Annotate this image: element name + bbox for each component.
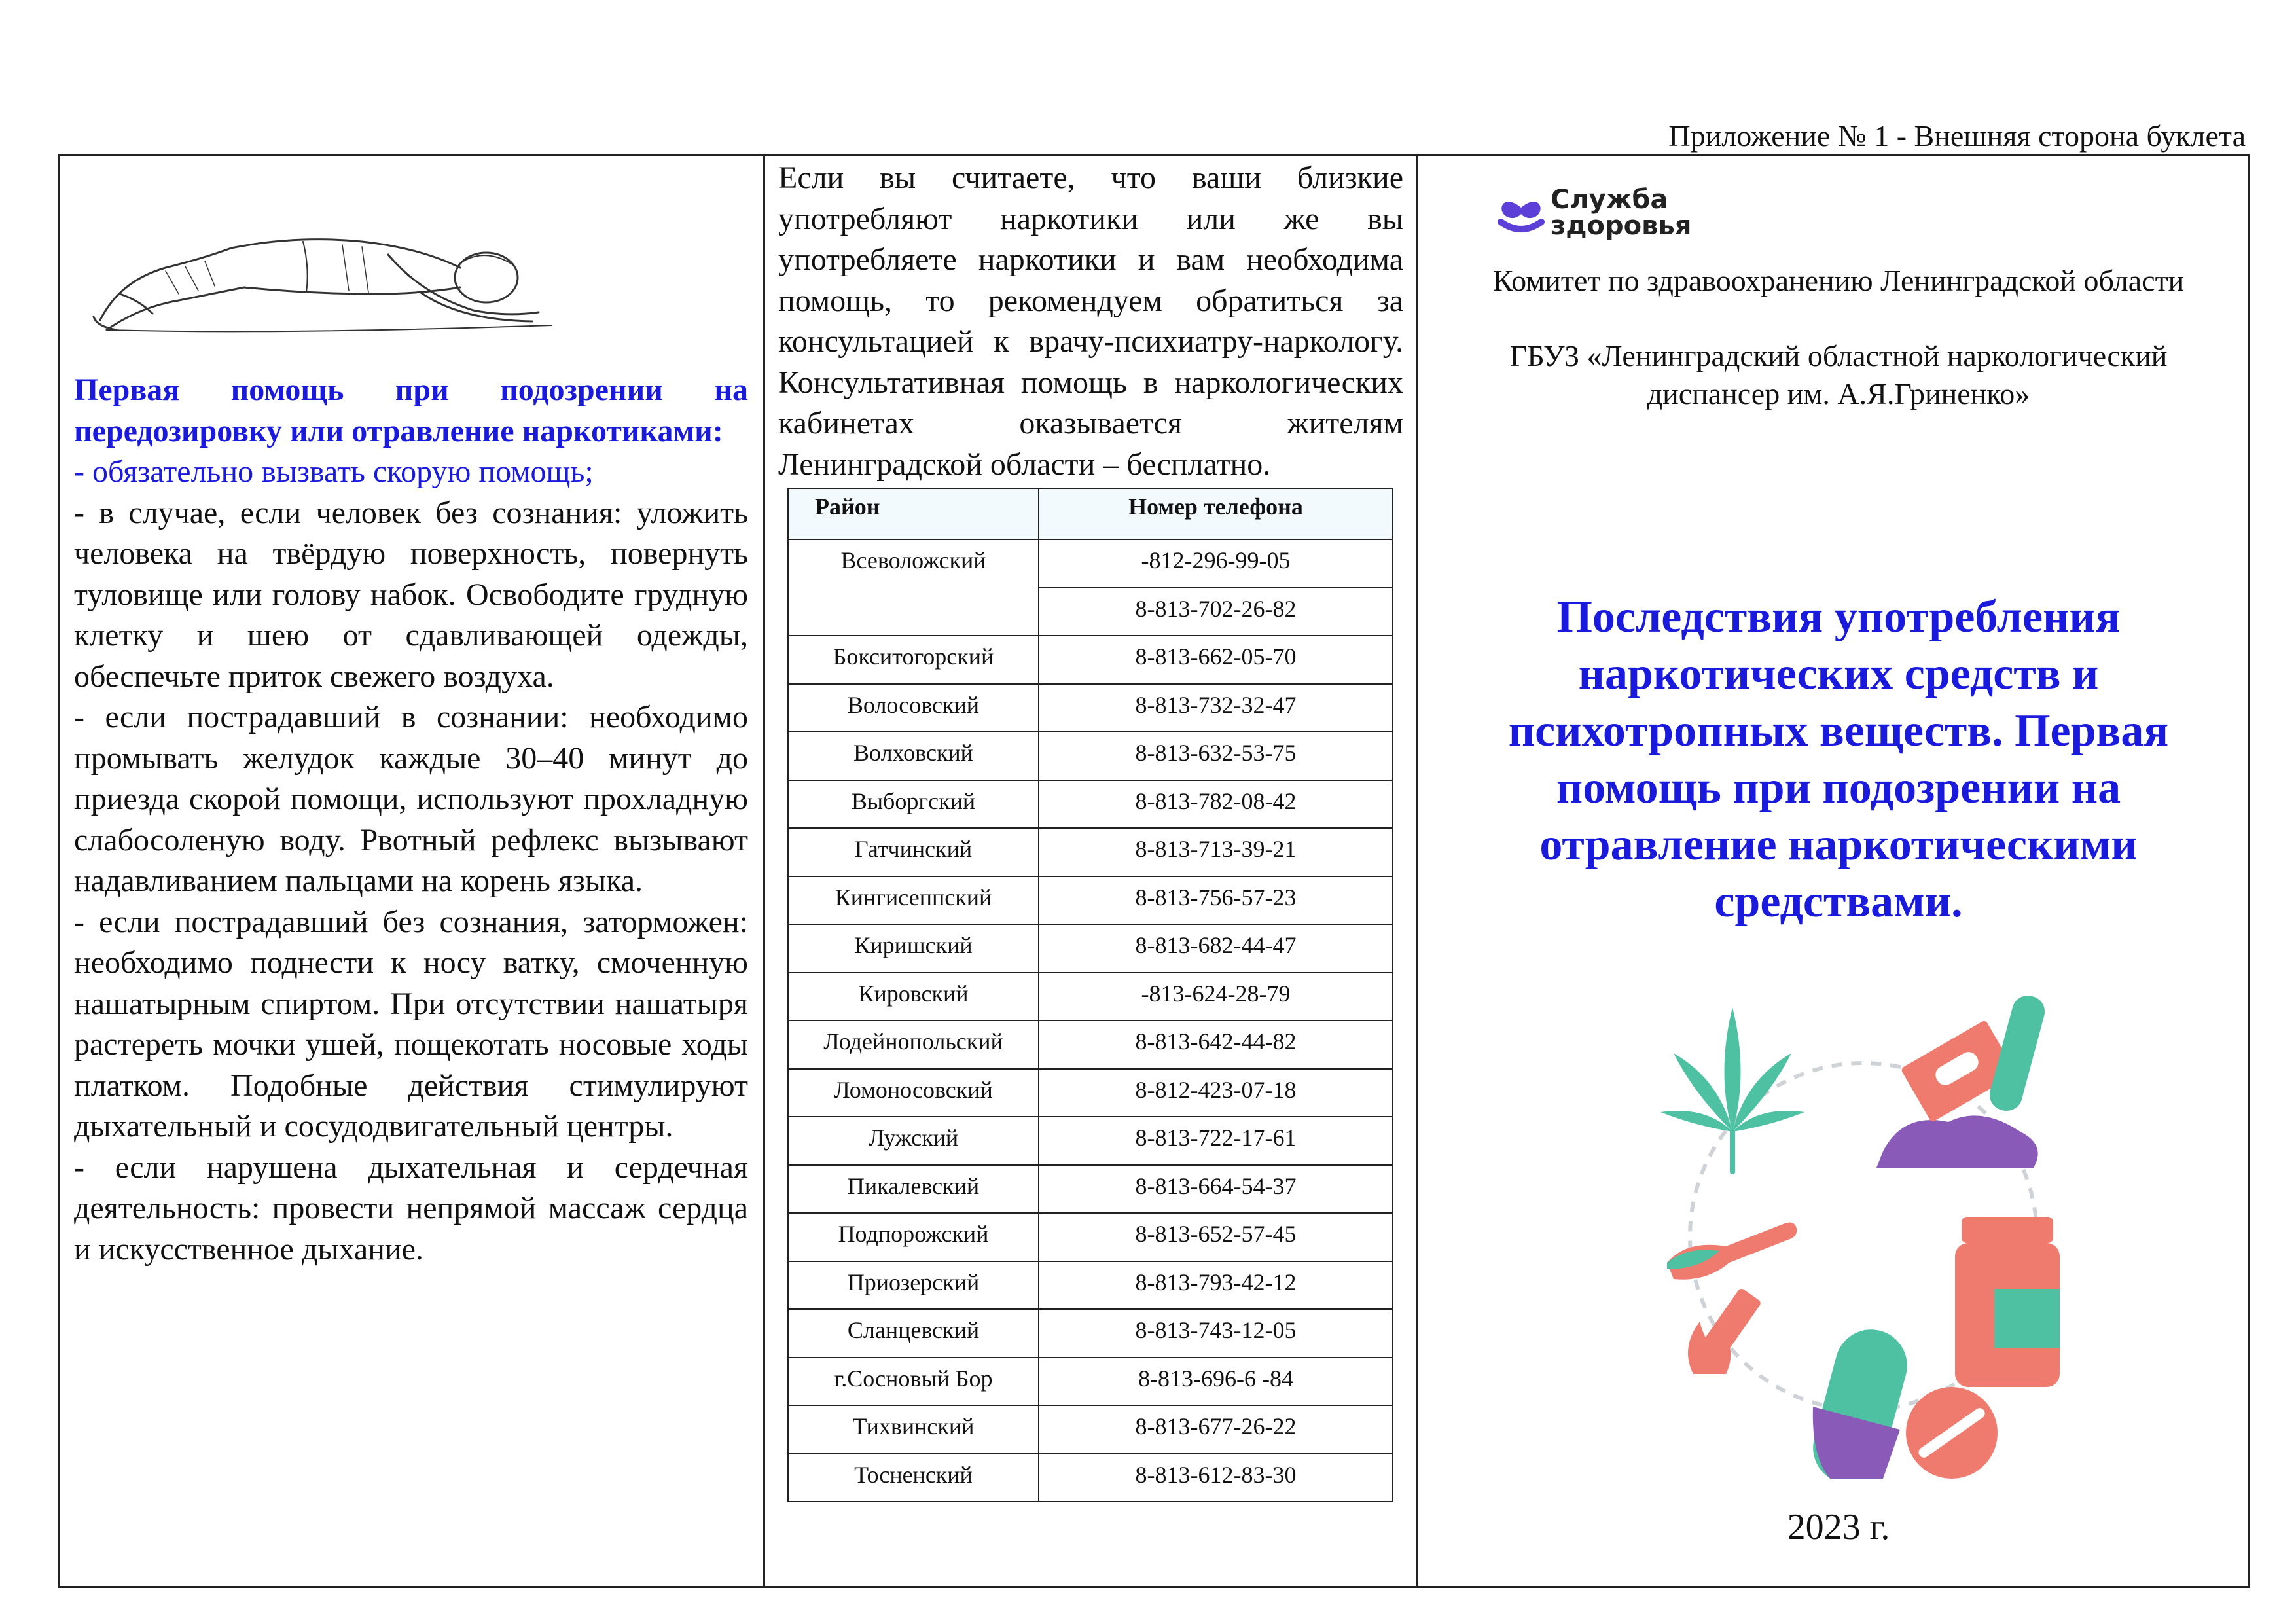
phone-cell: 8-813-652-57-45 bbox=[1039, 1213, 1393, 1261]
district-cell: Пикалевский bbox=[788, 1165, 1039, 1214]
column-header-district: Район bbox=[788, 488, 1039, 539]
table-row bbox=[788, 732, 1393, 780]
first-aid-text bbox=[74, 370, 748, 1270]
district-cell: Лодейнопольский bbox=[788, 1020, 1039, 1069]
table-row bbox=[788, 924, 1393, 973]
table-row bbox=[788, 1020, 1393, 1069]
table-row bbox=[788, 636, 1393, 684]
table-row bbox=[788, 828, 1393, 876]
phone-table bbox=[787, 488, 1393, 1502]
publication-year: 2023 г. bbox=[1787, 1507, 1890, 1547]
district-cell: Лужский bbox=[788, 1117, 1039, 1165]
district-cell: Бокситогорский bbox=[788, 636, 1039, 684]
table-row bbox=[788, 780, 1393, 829]
table-row bbox=[788, 1117, 1393, 1165]
appendix-caption: Приложение № 1 - Внешняя сторона буклета bbox=[1668, 119, 2246, 153]
phone-cell: 8-813-664-54-37 bbox=[1039, 1165, 1393, 1214]
first-aid-item-call: - обязательно вызвать скорую помощь; bbox=[74, 454, 594, 489]
district-cell: Киришский bbox=[788, 924, 1039, 973]
booklet-title: Последствия употребления наркотических средств и психотропных веществ. Первая помощь при подозрении на отравление наркотическими средствами. bbox=[1508, 592, 2169, 927]
phone-cell: 8-813-732-32-47 bbox=[1039, 684, 1393, 732]
health-service-logo-text bbox=[1551, 187, 1691, 239]
phone-cell: 8-813-682-44-47 bbox=[1039, 924, 1393, 973]
district-cell: Сланцевский bbox=[788, 1309, 1039, 1358]
health-service-logo-icon bbox=[1496, 183, 1547, 235]
district-cell: Приозерский bbox=[788, 1261, 1039, 1310]
first-aid-item-cpr: - если нарушена дыхательная и сердечная деятельность: провести непрямой массаж сердца и искусственное дыхание. bbox=[74, 1149, 748, 1267]
column-divider-2 bbox=[1416, 156, 1418, 1586]
phone-cell: 8-813-642-44-82 bbox=[1039, 1020, 1393, 1069]
district-cell: Гатчинский bbox=[788, 828, 1039, 876]
table-row bbox=[788, 1069, 1393, 1117]
table-header-row bbox=[788, 488, 1393, 539]
table-row bbox=[788, 1405, 1393, 1454]
phone-cell: 8-813-793-42-12 bbox=[1039, 1261, 1393, 1310]
phone-table-body bbox=[788, 539, 1393, 1502]
table-row bbox=[788, 1454, 1393, 1502]
first-aid-heading: Первая помощь при подозрении на передозировку или отравление наркотиками: bbox=[74, 372, 748, 448]
phone-cell: 8-813-743-12-05 bbox=[1039, 1309, 1393, 1358]
table-row bbox=[788, 973, 1393, 1021]
phone-cell: 8-813-677-26-22 bbox=[1039, 1405, 1393, 1454]
razor-and-powder-icon bbox=[1876, 992, 2048, 1168]
consultation-intro: Если вы считаете, что ваши близкие употребляют наркотики или же вы употребляете наркотики и вам необходима помощь, то рекомендуем обратиться за консультацией к врачу-психиатру-наркологу. Консультативная помощь в наркологических кабинетах оказывается жителям Ленинградской области – бесплатно. bbox=[778, 160, 1403, 482]
column-header-phone: Номер телефона bbox=[1039, 488, 1393, 539]
phone-cell: -812-296-99-05 bbox=[1039, 539, 1393, 588]
phone-cell: 8-813-612-83-30 bbox=[1039, 1454, 1393, 1502]
booklet-frame bbox=[58, 154, 2250, 1588]
table-row bbox=[788, 1309, 1393, 1358]
phone-cell: 8-813-632-53-75 bbox=[1039, 732, 1393, 780]
recovery-position-figure bbox=[81, 196, 578, 346]
district-cell: Ломоносовский bbox=[788, 1069, 1039, 1117]
table-row bbox=[788, 1358, 1393, 1406]
pill-bottle-icon bbox=[1955, 1217, 2060, 1387]
first-aid-item-unconscious: - в случае, если человек без сознания: уложить человека на твёрдую поверхность, повернуть туловище или голову набок. Освободите грудную клетку и шею от сдавливающей одежды, обеспечьте приток свежего воздуха. bbox=[74, 495, 748, 694]
committee-name: Комитет по здравоохранению Ленинградской области bbox=[1492, 264, 2185, 297]
phone-cell: 8-813-662-05-70 bbox=[1039, 636, 1393, 684]
phone-cell: 8-813-696-6 -84 bbox=[1039, 1358, 1393, 1406]
district-cell: Тихвинский bbox=[788, 1405, 1039, 1454]
drugs-illustration bbox=[1654, 981, 2073, 1479]
phone-cell: 8-813-702-26-82 bbox=[1039, 588, 1393, 636]
district-cell: Кировский bbox=[788, 973, 1039, 1021]
phone-cell: 8-813-722-17-61 bbox=[1039, 1117, 1393, 1165]
column-divider-1 bbox=[763, 156, 765, 1586]
table-row bbox=[788, 1261, 1393, 1310]
table-row bbox=[788, 1213, 1393, 1261]
district-cell: Тосненский bbox=[788, 1454, 1039, 1502]
capsule-icon bbox=[1805, 1322, 1915, 1479]
phone-cell: 8-813-756-57-23 bbox=[1039, 876, 1393, 925]
district-cell: г.Сосновый Бор bbox=[788, 1358, 1039, 1406]
first-aid-item-conscious: - если пострадавший в сознании: необходимо промывать желудок каждые 30–40 минут до приезда скорой помощи, используют прохладную слабосоленую воду. Рвотный рефлекс вызывают надавливанием пальцами на корень языка. bbox=[74, 700, 748, 898]
logo-line-2: здоровья bbox=[1551, 211, 1692, 241]
phone-cell: 8-812-423-07-18 bbox=[1039, 1069, 1393, 1117]
middle-panel bbox=[778, 156, 1403, 1502]
first-aid-item-inhibited: - если пострадавший без сознания, заторможен: необходимо поднести к носу ватку, смоченную нашатырным спиртом. При отсутствии нашатыря растереть мочки ушей, пощекотать носовые ходы платком. Подобные действия стимулируют дыхательный и сосудодвигательный центры. bbox=[74, 904, 748, 1144]
cannabis-leaf-icon bbox=[1660, 1007, 1804, 1174]
left-panel bbox=[74, 196, 748, 1270]
district-cell: Подпорожский bbox=[788, 1213, 1039, 1261]
table-row bbox=[788, 876, 1393, 925]
phone-cell: 8-813-782-08-42 bbox=[1039, 780, 1393, 829]
phone-cell: 8-813-713-39-21 bbox=[1039, 828, 1393, 876]
phone-cell: -813-624-28-79 bbox=[1039, 973, 1393, 1021]
table-row bbox=[788, 1165, 1393, 1214]
tablet-icon bbox=[1906, 1387, 1998, 1479]
logo-line-1: Служба bbox=[1551, 185, 1668, 215]
district-cell: Кингисеппский bbox=[788, 876, 1039, 925]
district-cell: Волосовский bbox=[788, 684, 1039, 732]
district-cell: Волховский bbox=[788, 732, 1039, 780]
district-cell: Всеволожский bbox=[788, 539, 1039, 636]
district-cell: Выборгский bbox=[788, 780, 1039, 829]
table-row bbox=[788, 684, 1393, 732]
institution-name: ГБУЗ «Ленинградский областной наркологический диспансер им. А.Я.Гриненко» bbox=[1509, 339, 2168, 410]
table-row bbox=[788, 539, 1393, 588]
